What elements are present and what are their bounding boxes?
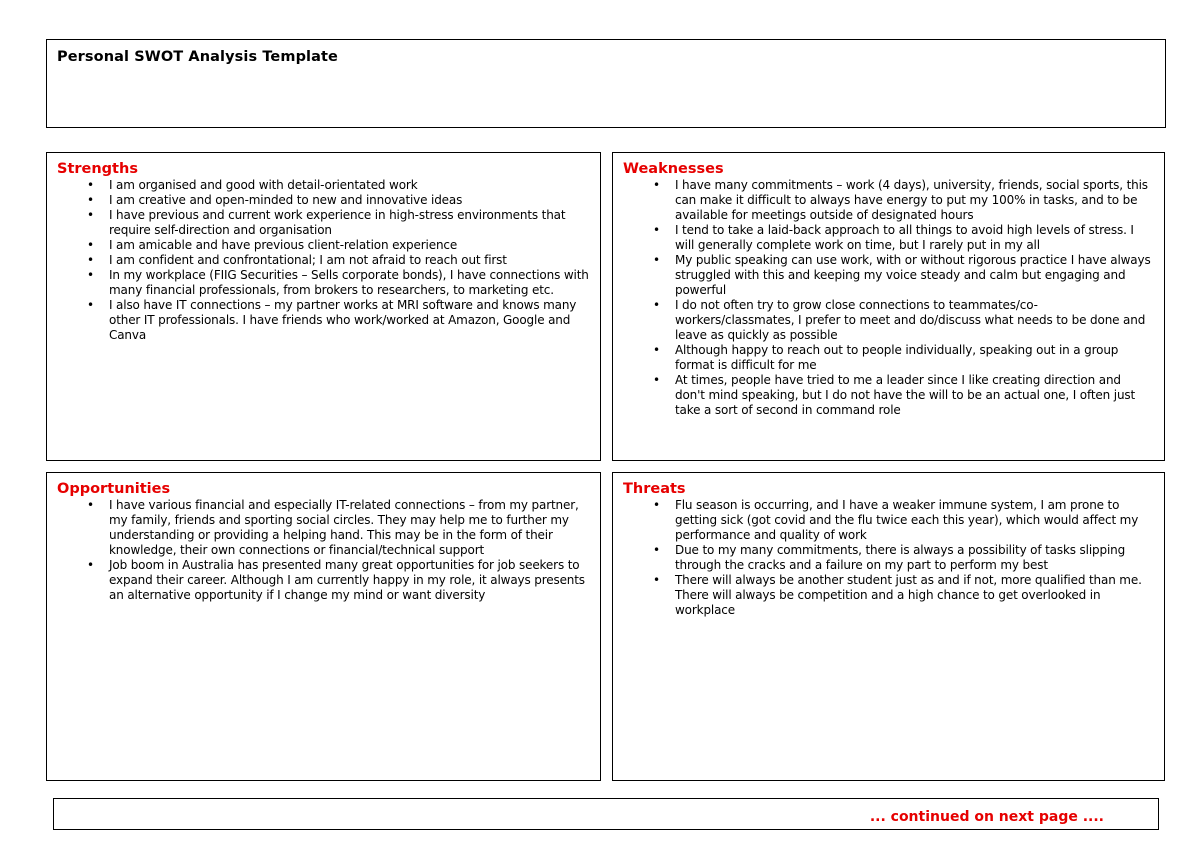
strengths-section: [46, 152, 601, 461]
list-item: • Due to my many commitments, there is always a possibility of tasks slipping through the cracks and a failure on my part to perform my best: [675, 543, 1154, 573]
list-item: • At times, people have tried to me a leader since I like creating direction and don't mind speaking, but I do not have the will to be an actual one, I often just take a sort of second in command role: [675, 373, 1154, 418]
continued-note: ... continued on next page ....: [869, 809, 1104, 825]
list-item: • I have many commitments – work (4 days), university, friends, social sports, this can make it difficult to always have energy to put my 100% in tasks, and to be available for meetings outside of designated hours: [675, 178, 1154, 223]
strengths-heading: Strengths: [57, 161, 138, 177]
opportunities-section: [46, 472, 601, 781]
title-box: [46, 39, 1166, 128]
document-title: Personal SWOT Analysis Template: [57, 49, 338, 65]
list-item: • I do not often try to grow close connections to teammates/co-workers/classmates, I prefer to meet and do/discuss what needs to be done and leave as quickly as possible: [675, 298, 1154, 343]
threats-list: [623, 498, 1154, 618]
opportunities-list: [57, 498, 590, 603]
list-item: • I am confident and confrontational; I am not afraid to reach out first: [109, 253, 590, 268]
threats-heading: Threats: [623, 481, 686, 497]
list-item: • My public speaking can use work, with or without rigorous practice I have always struggled with this and keeping my voice steady and calm but engaging and powerful: [675, 253, 1154, 298]
threats-section: [612, 472, 1165, 781]
list-item: • Flu season is occurring, and I have a weaker immune system, I am prone to getting sick (got covid and the flu twice each this year), which would affect my performance and quality of work: [675, 498, 1154, 543]
continued-footer: [53, 798, 1159, 830]
opportunities-heading: Opportunities: [57, 481, 171, 497]
list-item: • I also have IT connections – my partner works at MRI software and knows many other IT professionals. I have friends who work/worked at Amazon, Google and Canva: [109, 298, 590, 343]
list-item: • There will always be another student just as and if not, more qualified than me. There will always be competition and a high chance to get overlooked in workplace: [675, 573, 1154, 618]
list-item: • I am creative and open-minded to new and innovative ideas: [109, 193, 590, 208]
list-item: • I tend to take a laid-back approach to all things to avoid high levels of stress. I will generally complete work on time, but I rarely put in my all: [675, 223, 1154, 253]
list-item: • I am amicable and have previous client-relation experience: [109, 238, 590, 253]
weaknesses-heading: Weaknesses: [623, 161, 724, 177]
list-item: • In my workplace (FIIG Securities – Sells corporate bonds), I have connections with many financial professionals, from brokers to researchers, to marketing etc.: [109, 268, 590, 298]
weaknesses-section: [612, 152, 1165, 461]
list-item: • Although happy to reach out to people individually, speaking out in a group format is difficult for me: [675, 343, 1154, 373]
strengths-list: [57, 178, 590, 343]
list-item: • I am organised and good with detail-orientated work: [109, 178, 590, 193]
list-item: • I have previous and current work experience in high-stress environments that require self-direction and organisation: [109, 208, 590, 238]
list-item: • I have various financial and especially IT-related connections – from my partner, my family, friends and sporting social circles. They may help me to further my understanding or providing a helping hand. This may be in the form of their knowledge, their own connections or financial/technical support: [109, 498, 590, 558]
weaknesses-list: [623, 178, 1154, 418]
list-item: • Job boom in Australia has presented many great opportunities for job seekers to expand their career. Although I am currently happy in my role, it always presents an alternative opportunity if I change my mind or want diversity: [109, 558, 590, 603]
